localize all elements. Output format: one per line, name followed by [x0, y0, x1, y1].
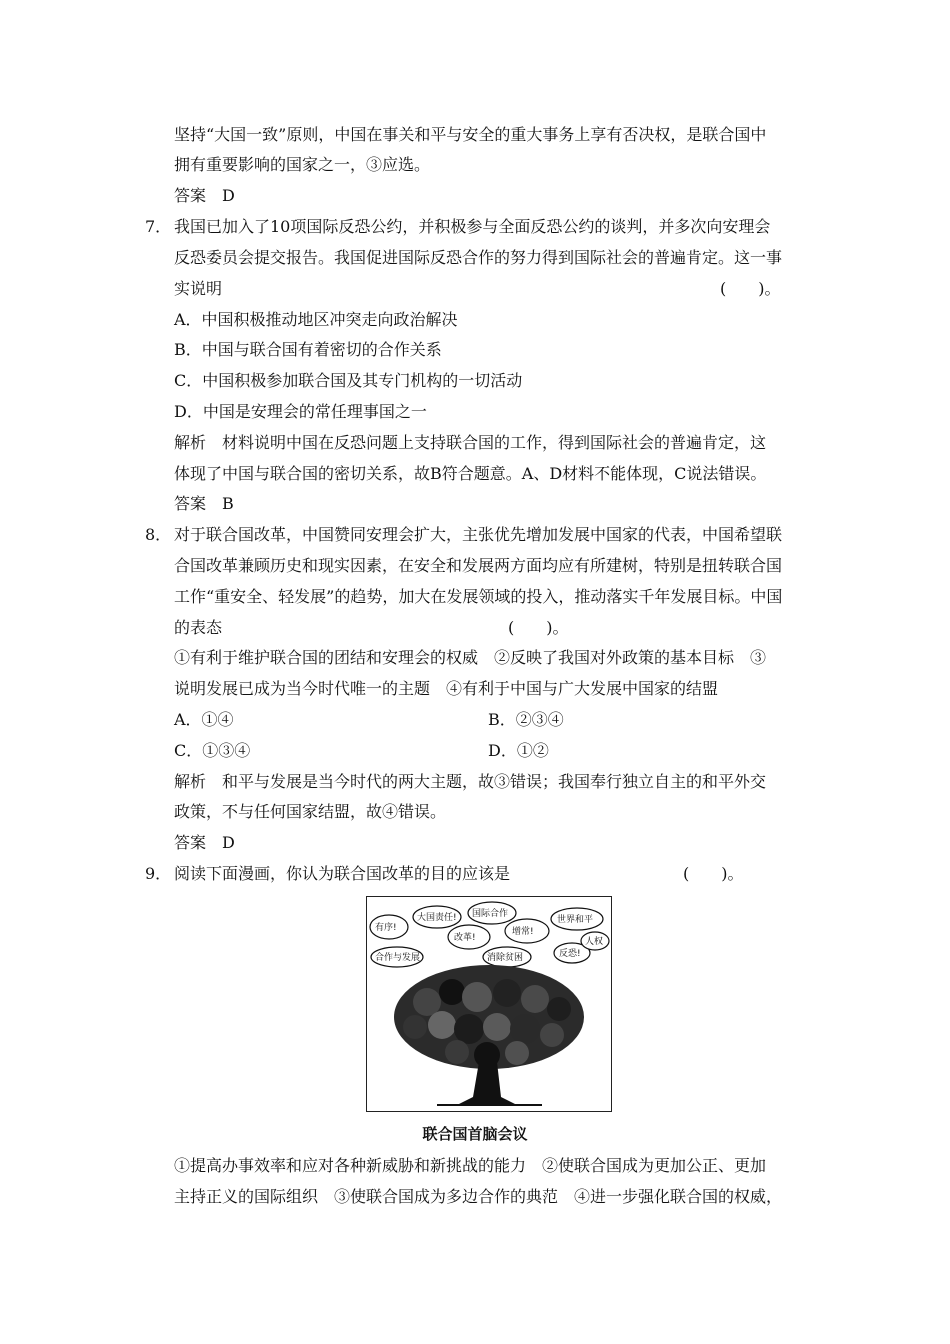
q9-stem-line-1 — [145, 864, 510, 884]
bubble-text-1: 有序! — [375, 923, 397, 933]
bubble-text-5: 增常! — [512, 927, 534, 937]
q8-items-line-2: 说明发展已成为当今时代唯一的主题 ④有利于中国与广大发展中国家的结盟 — [174, 679, 719, 698]
q8-stem-line-2: 合国改革兼顾历史和现实因素，在安全和发展两方面均应有所建树，特别是扭转联合国 — [174, 556, 783, 575]
q8-option-d: D．①② — [488, 741, 549, 760]
q8-stem-line-4: 的表态 — [174, 618, 223, 637]
cartoon-caption: 联合国首脑会议 — [422, 1125, 528, 1143]
un-summit-cartoon — [366, 896, 612, 1112]
q7-analysis-line-1: 解析 材料说明中国在反恐问题上支持联合国的工作，得到国际社会的普遍肯定，这 — [174, 433, 767, 452]
q7-number: 7． — [145, 217, 172, 236]
bubble-text-10: 人权 — [585, 937, 604, 947]
q7-stem-text-1: 我国已加入了10项国际反恐公约，并积极参与全面反恐公约的谈判，并多次向安理会 — [174, 217, 771, 236]
q7-stem-line-3: 实说明 — [174, 279, 223, 298]
q7-option-d: D．中国是安理会的常任理事国之一 — [174, 402, 427, 421]
q8-stem-line-1 — [145, 525, 782, 545]
bubble-text-9: 反恐! — [559, 949, 581, 959]
q9-items-line-1: ①提高办事效率和应对各种新威胁和新挑战的能力 ②使联合国成为更加公正、更加 — [174, 1156, 767, 1175]
bubble-text-6: 世界和平 — [557, 915, 594, 925]
q9-answer-blank: ( )。 — [683, 864, 744, 883]
q7-option-a: A．中国积极推动地区冲突走向政治解决 — [174, 310, 458, 329]
q8-option-c: C．①③④ — [174, 741, 251, 760]
q7-analysis-line-2: 体现了中国与联合国的密切关系，故B符合题意。A、D材料不能体现，C说法错误。 — [174, 464, 767, 483]
q9-stem-text: 阅读下面漫画，你认为联合国改革的目的应该是 — [174, 864, 511, 883]
q7-option-c: C．中国积极参加联合国及其专门机构的一切活动 — [174, 371, 523, 390]
q6-text-line-2: 拥有重要影响的国家之一，③应选。 — [174, 155, 431, 174]
bubble-text-3: 国际合作 — [472, 909, 509, 919]
bubble-text-8: 消除贫困 — [487, 953, 524, 963]
q6-answer: 答案 D — [174, 186, 235, 205]
q9-items-line-2: 主持正义的国际组织 ③使联合国成为多边合作的典范 ④进一步强化联合国的权威， — [174, 1187, 783, 1206]
bubble-text-7: 合作与发展 — [375, 953, 421, 963]
q7-stem-line-1 — [145, 217, 770, 237]
q9-number: 9． — [145, 864, 172, 883]
q7-option-b: B．中国与联合国有着密切的合作关系 — [174, 340, 442, 359]
q8-option-b: B．②③④ — [488, 710, 564, 729]
q8-analysis-line-2: 政策，不与任何国家结盟，故④错误。 — [174, 802, 447, 821]
q8-stem-text-1: 对于联合国改革，中国赞同安理会扩大，主张优先增加发展中国家的代表，中国希望联 — [174, 525, 783, 544]
q7-answer: 答案 B — [174, 494, 234, 513]
q8-stem-line-3: 工作“重安全、轻发展”的趋势，加大在发展领域的投入，推动落实千年发展目标。中国 — [174, 587, 783, 606]
q7-stem-line-2: 反恐委员会提交报告。我国促进国际反恐合作的努力得到国际社会的普遍肯定。这一事 — [174, 248, 783, 267]
q8-answer-blank: ( )。 — [508, 618, 569, 637]
bubble-text-4: 改革! — [454, 933, 476, 943]
q6-text-line-1: 坚持“大国一致”原则，中国在事关和平与安全的重大事务上享有否决权，是联合国中 — [174, 125, 767, 144]
crowd-heads — [394, 965, 584, 1069]
q7-answer-blank: ( )。 — [720, 279, 781, 298]
tree-trunk — [457, 1062, 517, 1105]
q8-answer: 答案 D — [174, 833, 235, 852]
bubble-text-2: 大国责任! — [417, 913, 457, 923]
q8-number: 8． — [145, 525, 172, 544]
cartoon-drawing — [367, 897, 611, 1111]
q8-items-line-1: ①有利于维护联合国的团结和安理会的权威 ②反映了我国对外政策的基本目标 ③ — [174, 648, 767, 667]
q8-option-a: A．①④ — [174, 710, 234, 729]
q8-analysis-line-1: 解析 和平与发展是当今时代的两大主题，故③错误；我国奉行独立自主的和平外交 — [174, 772, 767, 791]
